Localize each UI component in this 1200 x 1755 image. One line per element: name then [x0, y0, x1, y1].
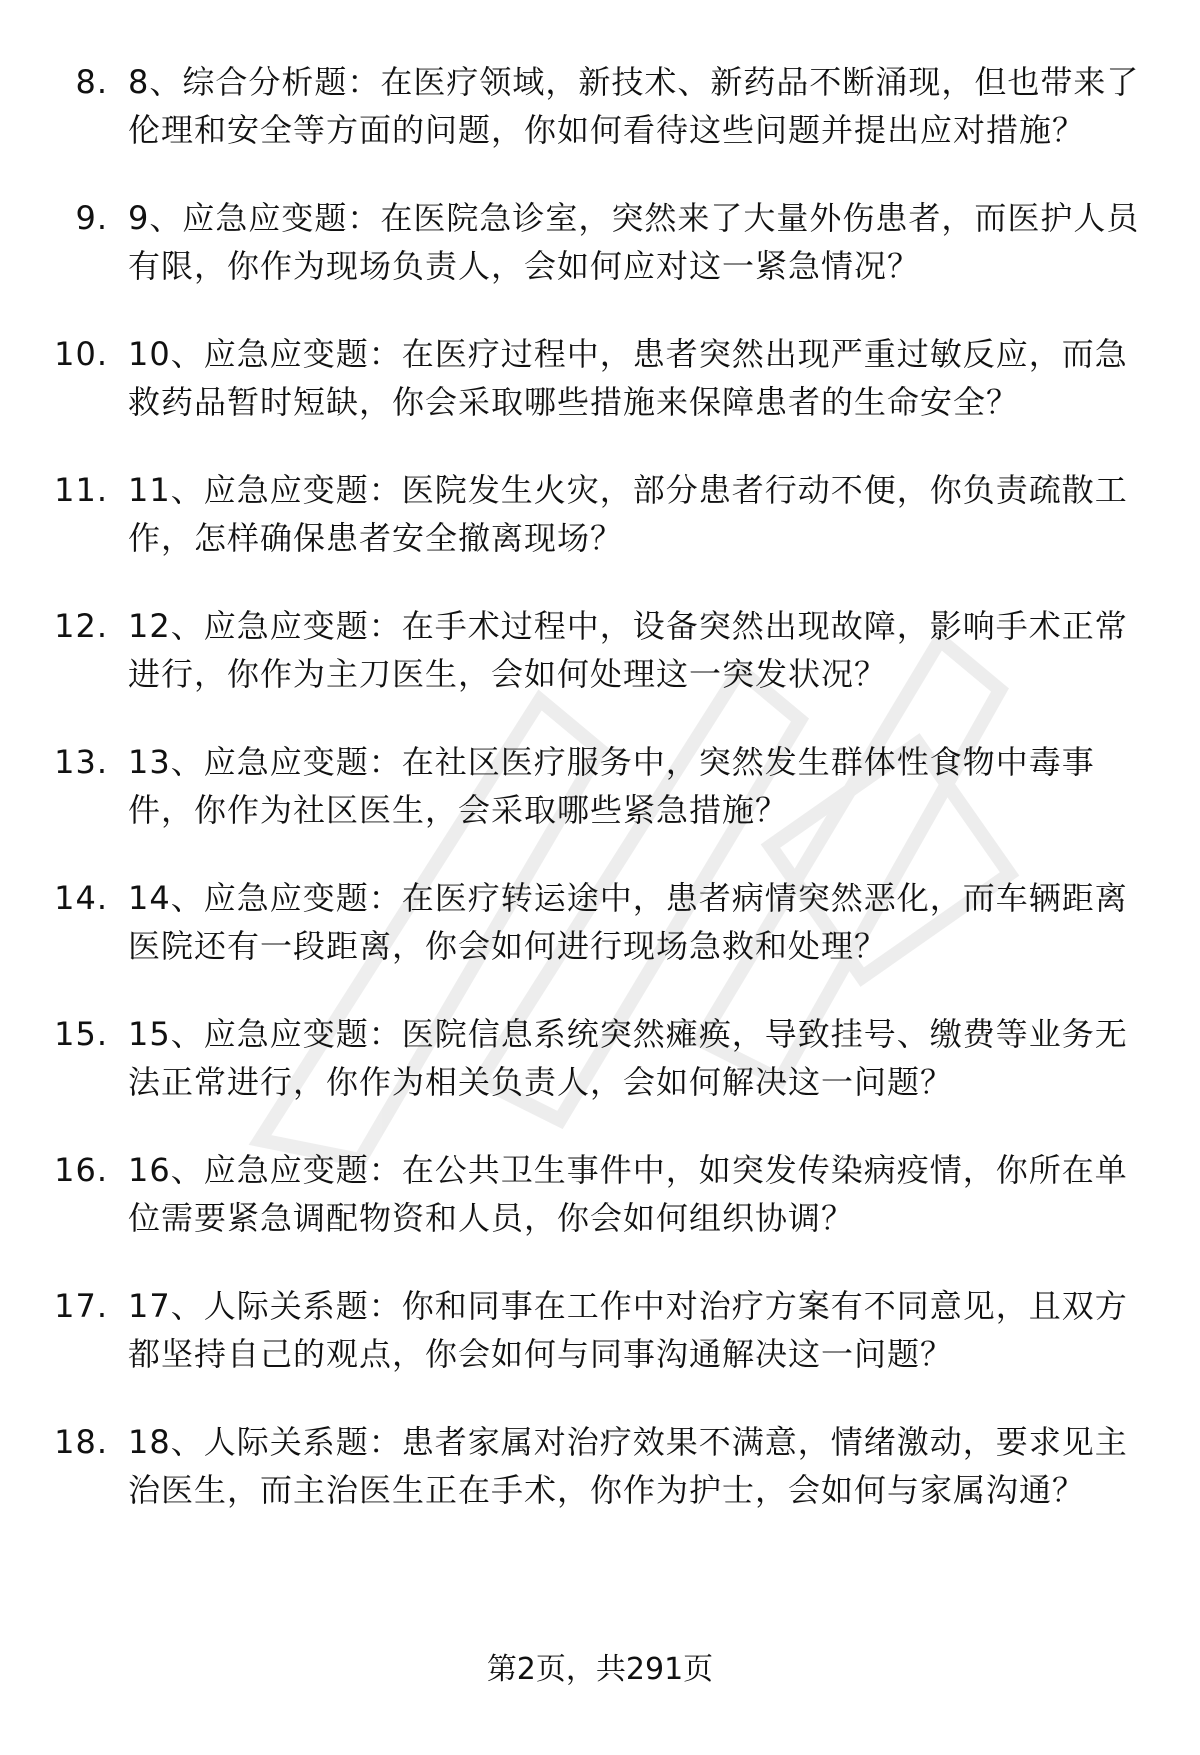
item-number: 13.	[54, 743, 108, 781]
question-text: 10、应急应变题：在医疗过程中，患者突然出现严重过敏反应，而急救药品暂时短缺，你会采取哪些措施来保障患者的生命安全？	[128, 335, 1128, 421]
item-number: 15.	[54, 1015, 108, 1053]
list-item	[0, 602, 1200, 698]
item-number: 12.	[54, 607, 108, 645]
question-text: 13、应急应变题：在社区医疗服务中，突然发生群体性食物中毒事件，你作为社区医生，会采取哪些紧急措施？	[128, 743, 1095, 829]
page-number-footer: 第2页，共291页	[486, 1652, 714, 1687]
question-text: 17、人际关系题：你和同事在工作中对治疗方案有不同意见，且双方都坚持自己的观点，你会如何与同事沟通解决这一问题？	[128, 1287, 1128, 1373]
item-number: 16.	[54, 1151, 108, 1189]
list-item	[0, 1010, 1200, 1106]
list-item	[0, 466, 1200, 562]
question-text: 14、应急应变题：在医疗转运途中，患者病情突然恶化，而车辆距离医院还有一段距离，你会如何进行现场急救和处理？	[128, 879, 1128, 965]
item-number: 10.	[54, 335, 108, 373]
question-text: 9、应急应变题：在医院急诊室，突然来了大量外伤患者，而医护人员有限，你作为现场负责人，会如何应对这一紧急情况？	[128, 199, 1140, 285]
question-text: 11、应急应变题：医院发生火灾，部分患者行动不便，你负责疏散工作，怎样确保患者安全撤离现场？	[128, 471, 1128, 557]
item-number: 17.	[54, 1287, 108, 1325]
question-text: 12、应急应变题：在手术过程中，设备突然出现故障，影响手术正常进行，你作为主刀医生，会如何处理这一突发状况？	[128, 607, 1128, 693]
list-item	[0, 738, 1200, 834]
item-number: 8.	[75, 63, 108, 101]
question-text: 18、人际关系题：患者家属对治疗效果不满意，情绪激动，要求见主治医生，而主治医生正在手术，你作为护士，会如何与家属沟通？	[128, 1423, 1128, 1509]
list-item	[0, 194, 1200, 290]
list-item	[0, 330, 1200, 426]
item-number: 9.	[75, 199, 108, 237]
question-list	[0, 58, 1200, 1554]
list-item	[0, 1418, 1200, 1514]
list-item	[0, 58, 1200, 154]
item-number: 14.	[54, 879, 108, 917]
item-number: 18.	[54, 1423, 108, 1461]
question-text: 15、应急应变题：医院信息系统突然瘫痪，导致挂号、缴费等业务无法正常进行，你作为相关负责人，会如何解决这一问题？	[128, 1015, 1128, 1101]
list-item	[0, 1282, 1200, 1378]
question-text: 16、应急应变题：在公共卫生事件中，如突发传染病疫情，你所在单位需要紧急调配物资和人员，你会如何组织协调？	[128, 1151, 1128, 1237]
question-text: 8、综合分析题：在医疗领域，新技术、新药品不断涌现，但也带来了伦理和安全等方面的问题，你如何看待这些问题并提出应对措施？	[128, 63, 1140, 149]
list-item	[0, 874, 1200, 970]
item-number: 11.	[54, 471, 108, 509]
list-item	[0, 1146, 1200, 1242]
